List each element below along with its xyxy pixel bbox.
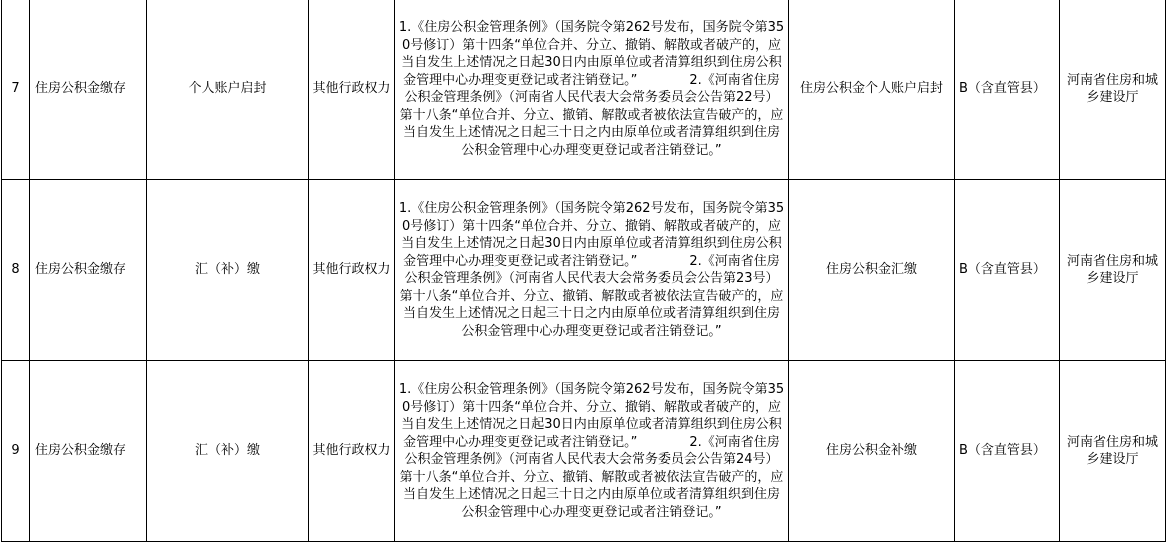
department-cell: 河南省住房和城乡建设厅: [1060, 0, 1166, 180]
row-number-cell: 8: [2, 180, 30, 361]
power-list-table: [1, 0, 1166, 542]
category-cell: 住房公积金缴存: [30, 361, 147, 542]
level-cell: B（含直管县）: [955, 0, 1060, 180]
legal-basis-cell: 1.《住房公积金管理条例》（国务院令第262号发布，国务院令第350号修订）第十四条“单位合并、分立、撤销、解散或者破产的，应当自发生上述情况之日起30日内由原单位或者清算组织到住房公积金管理中心办理变更登记或者注销登记。” 2.《河南省住房公积金管理条例》（河南省人民代表大会常务委员会公告第22号）第十八条“单位合并、分立、撤销、解散或者被依法宣告破产的，应当自发生上述情况之日起三十日之内由原单位或者清算组织到住房公积金管理中心办理变更登记或者注销登记。”: [395, 0, 789, 180]
category-cell: 住房公积金缴存: [30, 0, 147, 180]
department-cell: 河南省住房和城乡建设厅: [1060, 361, 1166, 542]
item-cell: 个人账户启封: [147, 0, 309, 180]
power-type-cell: 其他行政权力: [309, 0, 395, 180]
category-cell: 住房公积金缴存: [30, 180, 147, 361]
row-number-cell: 9: [2, 361, 30, 542]
level-cell: B（含直管县）: [955, 180, 1060, 361]
table-row: [2, 361, 1166, 542]
item-cell: 汇（补）缴: [147, 361, 309, 542]
power-type-cell: 其他行政权力: [309, 361, 395, 542]
row-number-cell: 7: [2, 0, 30, 180]
power-type-cell: 其他行政权力: [309, 180, 395, 361]
item-cell: 汇（补）缴: [147, 180, 309, 361]
department-cell: 河南省住房和城乡建设厅: [1060, 180, 1166, 361]
table-row: [2, 0, 1166, 180]
sub-item-cell: 住房公积金个人账户启封: [789, 0, 955, 180]
legal-basis-cell: 1.《住房公积金管理条例》（国务院令第262号发布，国务院令第350号修订）第十四条“单位合并、分立、撤销、解散或者破产的，应当自发生上述情况之日起30日内由原单位或者清算组织到住房公积金管理中心办理变更登记或者注销登记。” 2.《河南省住房公积金管理条例》（河南省人民代表大会常务委员会公告第24号）第十八条“单位合并、分立、撤销、解散或者被依法宣告破产的，应当自发生上述情况之日起三十日之内由原单位或者清算组织到住房公积金管理中心办理变更登记或者注销登记。”: [395, 361, 789, 542]
table-row: [2, 180, 1166, 361]
sub-item-cell: 住房公积金补缴: [789, 361, 955, 542]
legal-basis-cell: 1.《住房公积金管理条例》（国务院令第262号发布，国务院令第350号修订）第十四条“单位合并、分立、撤销、解散或者破产的，应当自发生上述情况之日起30日内由原单位或者清算组织到住房公积金管理中心办理变更登记或者注销登记。” 2.《河南省住房公积金管理条例》（河南省人民代表大会常务委员会公告第23号）第十八条“单位合并、分立、撤销、解散或者被依法宣告破产的，应当自发生上述情况之日起三十日之内由原单位或者清算组织到住房公积金管理中心办理变更登记或者注销登记。”: [395, 180, 789, 361]
level-cell: B（含直管县）: [955, 361, 1060, 542]
sub-item-cell: 住房公积金汇缴: [789, 180, 955, 361]
